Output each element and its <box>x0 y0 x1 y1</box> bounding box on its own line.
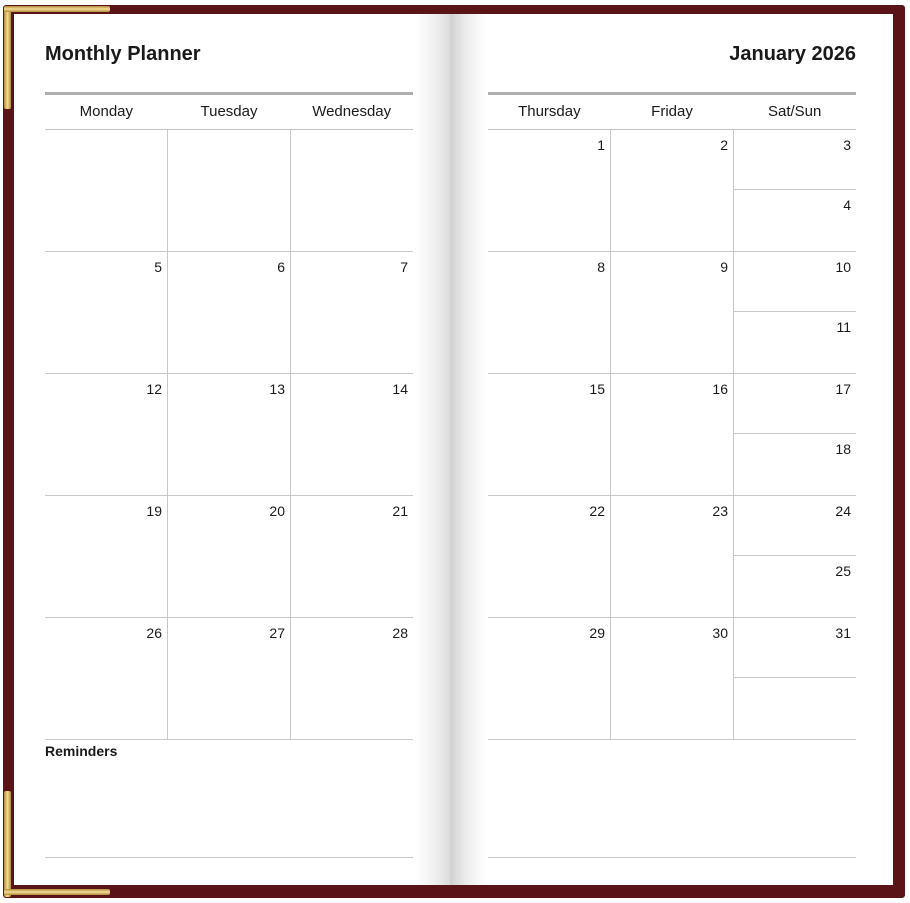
day-cell[interactable] <box>168 618 291 739</box>
day-number: 29 <box>589 625 605 641</box>
day-number: 18 <box>835 441 851 457</box>
day-number: 21 <box>392 503 408 519</box>
day-number: 12 <box>146 381 162 397</box>
day-cell[interactable] <box>168 130 291 251</box>
day-cell[interactable] <box>291 618 413 739</box>
week-row <box>488 496 856 618</box>
saturday-half[interactable] <box>734 374 856 434</box>
day-number: 31 <box>835 625 851 641</box>
day-cell[interactable] <box>45 496 168 617</box>
day-number: 20 <box>269 503 285 519</box>
week-row <box>488 618 856 740</box>
day-number: 9 <box>720 259 728 275</box>
day-number: 14 <box>392 381 408 397</box>
day-number: 26 <box>146 625 162 641</box>
week-row <box>488 130 856 252</box>
day-number: 23 <box>712 503 728 519</box>
right-calendar-grid <box>488 92 856 740</box>
day-number: 6 <box>277 259 285 275</box>
left-day-headers <box>45 95 413 130</box>
day-number: 25 <box>835 563 851 579</box>
day-cell[interactable] <box>45 252 168 373</box>
day-header-satsun: Sat/Sun <box>767 103 822 120</box>
day-cell[interactable] <box>168 252 291 373</box>
day-number: 24 <box>835 503 851 519</box>
day-header-friday: Friday <box>651 103 693 120</box>
day-cell[interactable] <box>488 618 611 739</box>
saturday-half[interactable] <box>734 130 856 190</box>
day-cell[interactable] <box>291 374 413 495</box>
day-number: 5 <box>154 259 162 275</box>
day-number: 2 <box>720 137 728 153</box>
page-title: Monthly Planner <box>45 43 201 65</box>
day-header-monday: Monday <box>79 103 134 120</box>
day-number: 11 <box>836 319 851 335</box>
day-number: 8 <box>597 259 605 275</box>
day-header-wednesday: Wednesday <box>312 103 392 120</box>
day-cell[interactable] <box>168 374 291 495</box>
day-number: 17 <box>835 381 851 397</box>
day-number: 27 <box>269 625 285 641</box>
weekend-cell[interactable] <box>734 618 856 739</box>
week-row <box>488 252 856 374</box>
day-number: 10 <box>835 259 851 275</box>
day-cell[interactable] <box>488 130 611 251</box>
day-number: 4 <box>843 197 851 213</box>
saturday-half[interactable] <box>734 618 856 678</box>
day-header-thursday: Thursday <box>518 103 581 120</box>
day-cell[interactable] <box>611 496 734 617</box>
saturday-half[interactable] <box>734 496 856 556</box>
day-cell[interactable] <box>611 618 734 739</box>
day-number: 16 <box>712 381 728 397</box>
day-number: 15 <box>589 381 605 397</box>
day-cell[interactable] <box>488 496 611 617</box>
reminders-label: Reminders <box>45 743 118 759</box>
day-cell[interactable] <box>488 374 611 495</box>
day-number: 1 <box>597 137 605 153</box>
day-cell[interactable] <box>291 130 413 251</box>
weekend-cell[interactable] <box>734 496 856 617</box>
week-row <box>488 374 856 496</box>
day-cell[interactable] <box>611 374 734 495</box>
weekend-cell[interactable] <box>734 374 856 495</box>
day-cell[interactable] <box>45 374 168 495</box>
day-cell[interactable] <box>611 130 734 251</box>
day-number: 13 <box>269 381 285 397</box>
day-number: 7 <box>400 259 408 275</box>
day-number: 30 <box>712 625 728 641</box>
saturday-half[interactable] <box>734 252 856 312</box>
day-cell[interactable] <box>45 618 168 739</box>
day-number: 22 <box>589 503 605 519</box>
month-title: January 2026 <box>729 43 856 65</box>
day-number: 19 <box>146 503 162 519</box>
day-cell[interactable] <box>168 496 291 617</box>
day-cell[interactable] <box>45 130 168 251</box>
day-cell[interactable] <box>291 252 413 373</box>
week-row <box>45 130 413 252</box>
reminders-rule <box>45 857 413 858</box>
day-number: 3 <box>843 137 851 153</box>
day-cell[interactable] <box>611 252 734 373</box>
day-header-tuesday: Tuesday <box>200 103 258 120</box>
left-calendar-grid <box>45 92 413 740</box>
weekend-cell[interactable] <box>734 252 856 373</box>
bottom-rule-right <box>488 857 856 858</box>
day-number: 28 <box>392 625 408 641</box>
weekend-cell[interactable] <box>734 130 856 251</box>
day-cell[interactable] <box>488 252 611 373</box>
week-row <box>45 374 413 496</box>
week-row <box>45 618 413 740</box>
right-day-headers <box>488 95 856 130</box>
day-cell[interactable] <box>291 496 413 617</box>
week-row <box>45 252 413 374</box>
week-row <box>45 496 413 618</box>
